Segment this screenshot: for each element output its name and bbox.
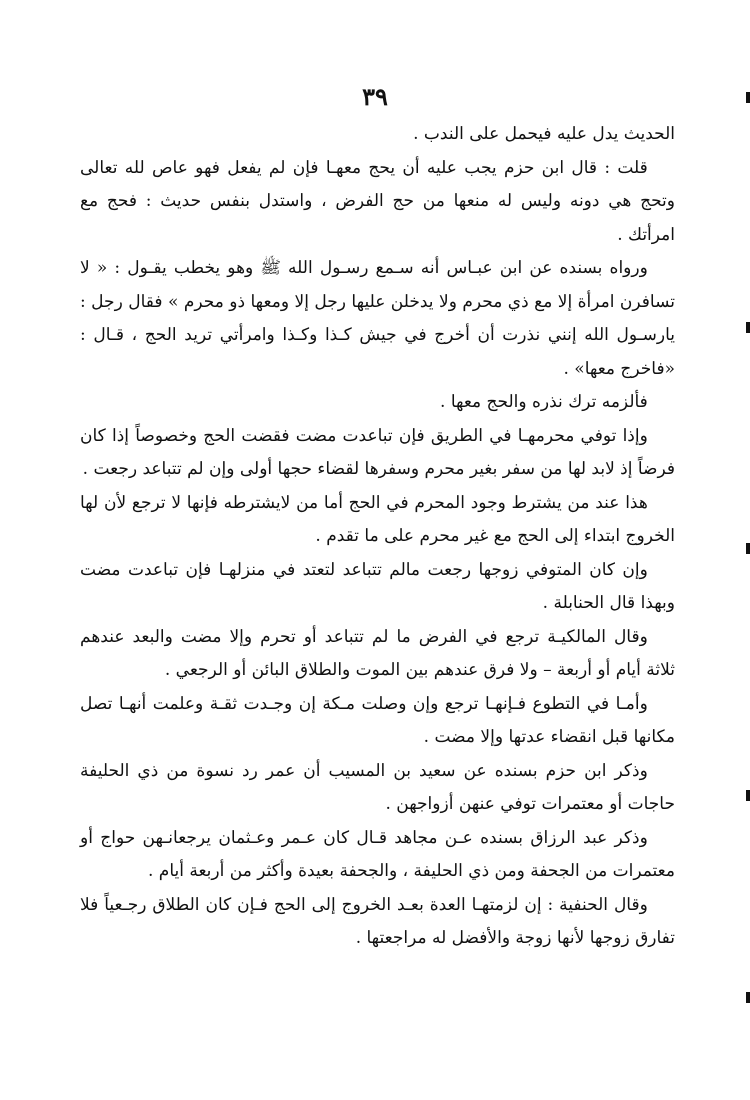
scan-edge-mark <box>746 322 750 333</box>
paragraph: وذكر عبد الرزاق بسنده عـن مجاهد قـال كان عـمر وعـثمان يرجعانـهن حواج أو معتمرات من الجحفة ومن ذي الحليفة ، والجحفة بعيدة وأكثر من أربعة أيام . <box>80 827 675 881</box>
paragraph: قلت : قال ابن حزم يجب عليه أن يحج معهـا فإن لم يفعل فهو عاص لله تعالى وتحج هي دونه وليس له منعها من حج الفرض ، واستدل بنفس حديث : فحج مع امرأتك . <box>80 157 675 245</box>
paragraph: فألزمه ترك نذره والحج معها . <box>440 392 648 412</box>
paragraph: وإذا توفي محرمهـا في الطريق فإن تباعدت مضت فقضت الحج وخصوصاً إذا كان فرضاً إذ لابد لها من سفر بغير محرم وسفرها لقضاء حجها أولى وإن لم تتباعد رجعت . <box>80 425 675 479</box>
scan-edge-mark <box>746 92 750 103</box>
page-number: ٣٩ <box>362 82 388 111</box>
paragraph: الحديث يدل عليه فيحمل على الندب . <box>413 124 675 144</box>
paragraph: وذكر ابن حزم بسنده عن سعيد بن المسيب أن عمر رد نسوة من ذي الحليفة حاجات أو معتمرات توفي عنهن أزواجهن . <box>80 760 675 814</box>
paragraph: وإن كان المتوفي زوجها رجعت مالم تتباعد لتعتد في منزلهـا فإن تباعدت مضت وبهذا قال الحنابلة . <box>80 559 675 613</box>
scan-edge-mark <box>746 790 750 801</box>
scan-edge-mark <box>746 992 750 1003</box>
scan-edge-mark <box>746 543 750 554</box>
paragraph: وقال المالكيـة ترجع في الفرض ما لم تتباعد أو تحرم وإلا مضت والبعد عندهم ثلاثة أيام أو أربعة – ولا فرق عندهم بين الموت والطلاق البائن أو الرجعي . <box>80 626 675 680</box>
paragraph: وقال الحنفية : إن لزمتهـا العدة بعـد الخروج إلى الحج فـإن كان الطلاق رجـعياً فلا تفارق زوجها لأنها زوجة والأفضل له مراجعتها . <box>80 894 675 948</box>
paragraph: هذا عند من يشترط وجود المحرم في الحج أما من لايشترطه فإنها لا ترجع لأن لها الخروج ابتداء إلى الحج مع غير محرم على ما تقدم . <box>80 492 675 546</box>
paragraph: ورواه بسنده عن ابن عبـاس أنه سـمع رسـول الله ﷺ وهو يخطب يقـول : « لا تسافرن امرأة إلا مع ذي محرم ولا يدخلن عليها رجل إلا ومعها ذو محرم » فقال رجل : يارسـول الله إنني نذرت أن أخرج في جيش كـذا وكـذا وامرأتي تريد الحج ، قـال : «فاخرج معها» . <box>80 258 675 379</box>
paragraph: وأمـا في التطوع فـإنهـا ترجع وإن وصلت مـكة إن وجـدت ثقـة وعلمت أنهـا تصل مكانها قبل انقضاء عدتها وإلا مضت . <box>80 693 675 747</box>
page-body <box>80 118 675 956</box>
